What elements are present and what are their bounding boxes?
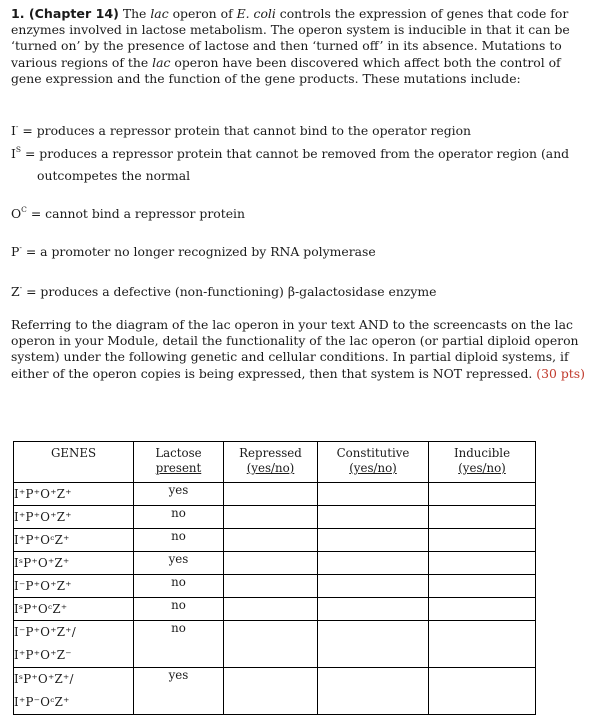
table-row: [14, 668, 536, 715]
header-label: present: [155, 461, 202, 475]
table-row: [14, 483, 536, 506]
header-label: Constitutive: [336, 446, 410, 460]
intro-line-1: The lac operon of E. coli controls the expression of genes that code for: [122, 6, 569, 21]
header-repressed: [224, 442, 318, 483]
mutation-i-minus: [11, 123, 471, 139]
genes-cell: IˢP⁺OᶜZ⁺: [14, 598, 134, 621]
referral-line-2: operon in your Module, detail the functionality of the lac operon (or partial diploid operon: [11, 333, 579, 349]
table-row: [14, 598, 536, 621]
mutation-text: = a promoter no longer recognized by RNA polymerase: [21, 244, 376, 259]
repressed-answer-cell[interactable]: [224, 621, 318, 668]
genes-cell: I⁺P⁺OᶜZ⁺: [14, 529, 134, 552]
constitutive-answer-cell[interactable]: [318, 483, 429, 506]
genes-copy-2: I⁺P⁻OᶜZ⁺: [14, 695, 70, 709]
intro-line-2: enzymes involved in lactose metabolism. The operon system is inducible in that it can be: [11, 22, 570, 38]
header-label: (yes/no): [349, 461, 397, 475]
header-lactose: [134, 442, 224, 483]
genes-table: [13, 441, 536, 715]
question-number: 1. (Chapter 14): [11, 6, 119, 21]
table-row: [14, 506, 536, 529]
genes-cell-diploid: [14, 668, 134, 715]
repressed-answer-cell[interactable]: [224, 552, 318, 575]
header-label: GENES: [50, 446, 97, 460]
mutation-text: = cannot bind a repressor protein: [26, 206, 245, 221]
table-header-row: [14, 442, 536, 483]
inducible-answer-cell[interactable]: [429, 621, 536, 668]
header-inducible: [429, 442, 536, 483]
lactose-cell: no: [134, 598, 224, 621]
header-label: (yes/no): [458, 461, 506, 475]
mutation-symbol: I: [11, 146, 16, 161]
mutation-i-s-continued: outcompetes the normal: [37, 168, 191, 183]
lactose-cell: yes: [134, 483, 224, 506]
repressed-answer-cell[interactable]: [224, 668, 318, 715]
points-label: (30 pts): [536, 365, 585, 381]
intro-line-4: various regions of the lac operon have been discovered which affect both the control of: [11, 54, 561, 70]
repressed-answer-cell[interactable]: [224, 598, 318, 621]
constitutive-answer-cell[interactable]: [318, 506, 429, 529]
header-genes: [14, 442, 134, 483]
repressed-answer-cell[interactable]: [224, 506, 318, 529]
mutation-text: = produces a defective (non-functioning) β-galactosidase enzyme: [22, 284, 437, 299]
genes-copy-1: IˢP⁺O⁺Z⁺/: [14, 672, 74, 686]
mutation-symbol: Z: [11, 284, 20, 299]
mutation-sup: -: [15, 121, 19, 131]
mutation-sup: S: [15, 144, 22, 154]
question-block: [11, 6, 586, 87]
constitutive-answer-cell[interactable]: [318, 621, 429, 668]
lactose-cell: no: [134, 506, 224, 529]
constitutive-answer-cell[interactable]: [318, 668, 429, 715]
mutation-p-minus: [11, 244, 376, 260]
table-row: [14, 552, 536, 575]
inducible-answer-cell[interactable]: [429, 506, 536, 529]
question-intro: [11, 6, 586, 87]
repressed-answer-cell[interactable]: [224, 575, 318, 598]
mutation-symbol: P: [11, 244, 20, 259]
constitutive-answer-cell[interactable]: [318, 552, 429, 575]
lactose-cell: yes: [134, 668, 224, 715]
inducible-answer-cell[interactable]: [429, 529, 536, 552]
lactose-cell: no: [134, 621, 224, 668]
lactose-cell: yes: [134, 552, 224, 575]
header-label: Lactose: [155, 446, 202, 460]
table-row: [14, 529, 536, 552]
referral-paragraph: [11, 317, 586, 382]
inducible-answer-cell[interactable]: [429, 668, 536, 715]
lactose-cell: no: [134, 575, 224, 598]
mutation-i-s: [11, 146, 569, 162]
constitutive-answer-cell[interactable]: [318, 529, 429, 552]
table-row: [14, 621, 536, 668]
genes-cell-diploid: [14, 621, 134, 668]
genes-copy-1: I⁻P⁺O⁺Z⁺/: [14, 625, 77, 639]
inducible-answer-cell[interactable]: [429, 483, 536, 506]
referral-line-1: Referring to the diagram of the lac operon in your text AND to the screencasts on the lac: [11, 317, 573, 332]
mutation-symbol: I: [11, 123, 16, 138]
constitutive-answer-cell[interactable]: [318, 575, 429, 598]
mutation-sup: -: [19, 282, 23, 292]
constitutive-answer-cell[interactable]: [318, 598, 429, 621]
referral-line-4: either of the operon copies is being expressed, then that system is NOT repressed.: [11, 365, 533, 381]
mutation-text: = produces a repressor protein that cannot bind to the operator region: [18, 123, 472, 138]
repressed-answer-cell[interactable]: [224, 483, 318, 506]
mutation-sup: C: [21, 204, 27, 214]
mutation-symbol: O: [11, 206, 22, 221]
genes-cell: IˢP⁺O⁺Z⁺: [14, 552, 134, 575]
genes-copy-2: I⁺P⁺O⁺Z⁻: [14, 648, 72, 662]
intro-line-3: ‘turned on’ by the presence of lactose and then ‘turned off’ in its absence. Mutations to: [11, 38, 562, 54]
header-label: Repressed: [239, 446, 302, 460]
repressed-answer-cell[interactable]: [224, 529, 318, 552]
mutation-sup: -: [19, 242, 22, 252]
header-label: (yes/no): [246, 461, 295, 475]
inducible-answer-cell[interactable]: [429, 552, 536, 575]
inducible-answer-cell[interactable]: [429, 598, 536, 621]
header-label: Inducible: [453, 446, 511, 460]
inducible-answer-cell[interactable]: [429, 575, 536, 598]
lactose-cell: no: [134, 529, 224, 552]
genes-cell: I⁺P⁺O⁺Z⁺: [14, 506, 134, 529]
referral-line-3: system) under the following genetic and cellular conditions. In partial diploid systems, if: [11, 349, 569, 365]
header-constitutive: [318, 442, 429, 483]
mutation-o-c: [11, 206, 245, 222]
intro-line-5: gene expression and the function of the gene products. These mutations include:: [11, 70, 521, 86]
mutation-text: = produces a repressor protein that cannot be removed from the operator region (and: [21, 146, 570, 161]
genes-cell: I⁺P⁺O⁺Z⁺: [14, 483, 134, 506]
table-row: [14, 575, 536, 598]
mutation-z-minus: [11, 284, 436, 300]
genes-cell: I⁻P⁺O⁺Z⁺: [14, 575, 134, 598]
